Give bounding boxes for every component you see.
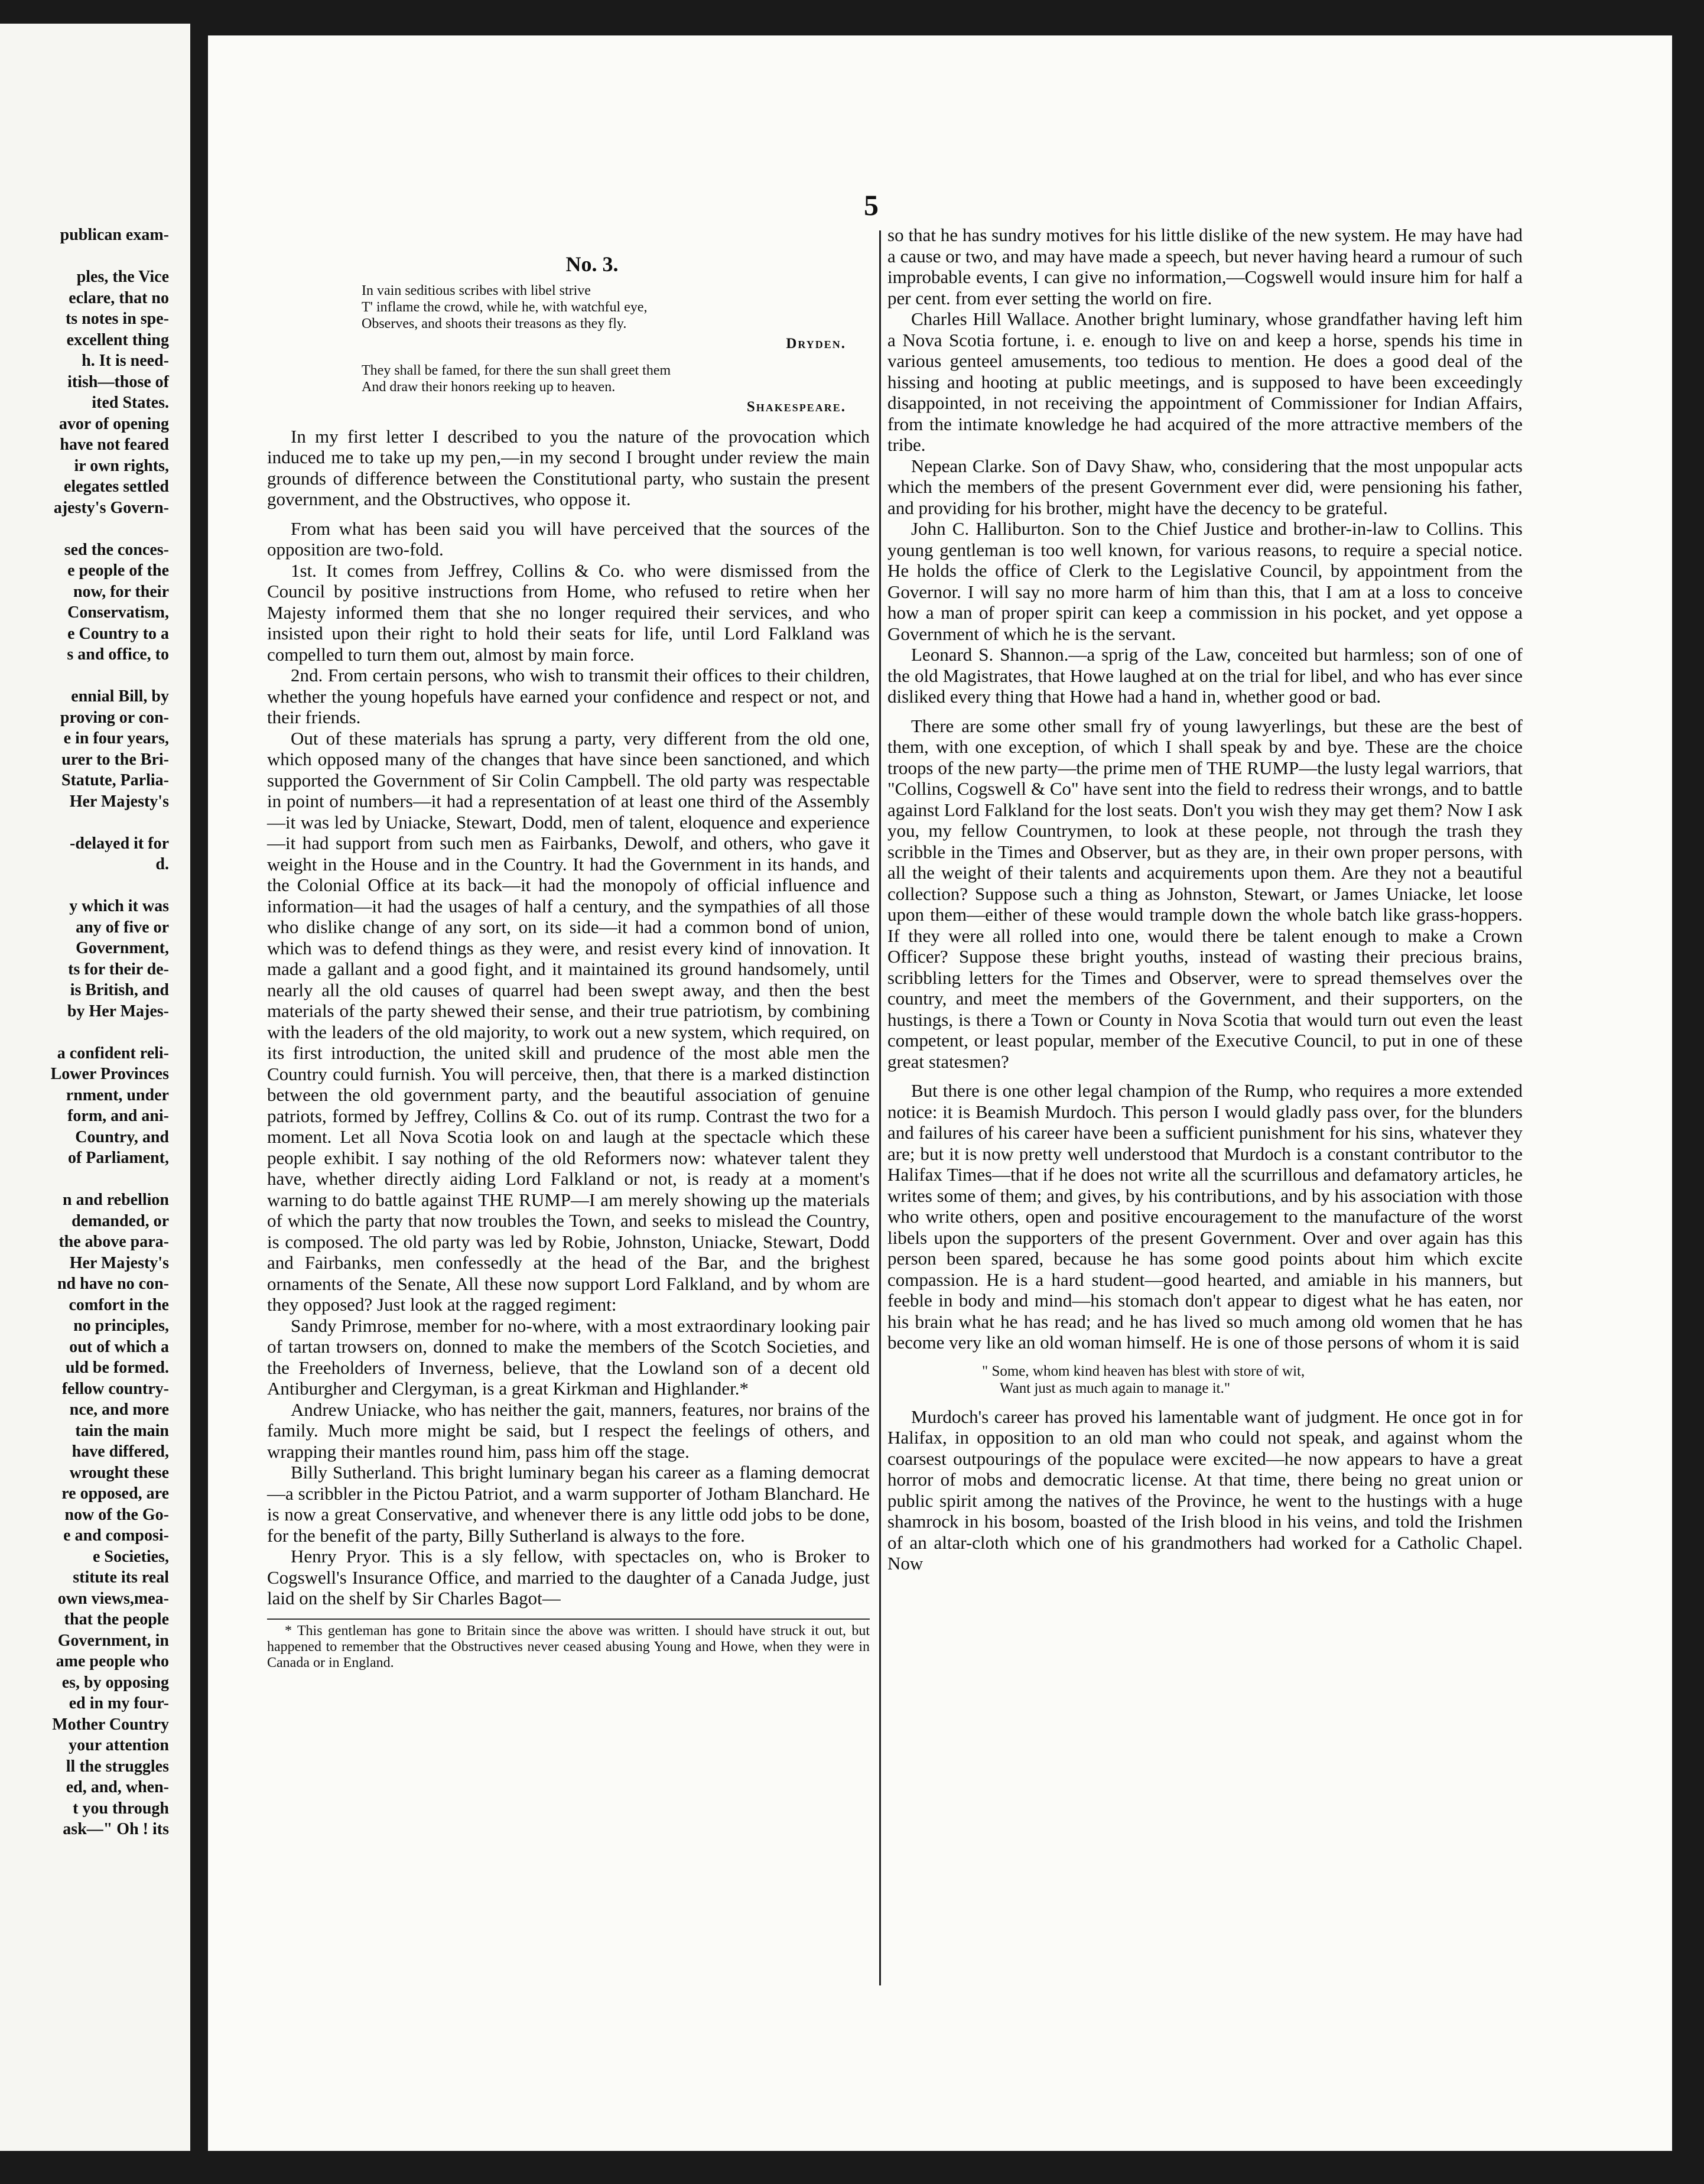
left-page-line: e people of the bbox=[67, 561, 169, 580]
left-page-line: now, for their bbox=[73, 582, 169, 601]
left-page-line: e Societies, bbox=[92, 1547, 169, 1566]
paragraph: From what has been said you will have perceived that the sources of the opposition are two-fold. bbox=[267, 518, 870, 560]
left-page-line: y which it was bbox=[69, 897, 169, 915]
left-page-line: now of the Go- bbox=[64, 1505, 169, 1524]
left-page-line: have not feared bbox=[60, 436, 169, 454]
left-page-line: es, by opposing bbox=[61, 1673, 169, 1692]
epigraph-line: They shall be famed, for there the sun shall greet them bbox=[362, 363, 671, 378]
left-page-line: n and rebellion bbox=[63, 1191, 169, 1209]
left-page-line: re opposed, are bbox=[61, 1484, 169, 1503]
left-page-line: fellow country- bbox=[61, 1379, 169, 1398]
left-page-line: tain the main bbox=[75, 1421, 169, 1440]
left-page-line: e Country to a bbox=[67, 624, 169, 643]
left-page-line: a confident reli- bbox=[57, 1044, 169, 1062]
left-page-line bbox=[1, 812, 190, 833]
paragraph: Henry Pryor. This is a sly fellow, with spectacles on, who is Broker to Cogswell's Insurance Office, and married to the daughter of a Canada Judge, just laid on the shelf by Sir Charles Bagot— bbox=[267, 1546, 870, 1608]
left-page-line: is British, and bbox=[70, 981, 169, 999]
page-gutter bbox=[190, 0, 208, 2184]
left-page-line: ts notes in spe- bbox=[65, 310, 169, 328]
left-page-line: s and office, to bbox=[67, 645, 169, 664]
left-page-line: wrought these bbox=[69, 1463, 169, 1482]
left-page-line: any of five or bbox=[76, 918, 169, 937]
paragraph: Murdoch's career has proved his lamentable want of judgment. He once got in for Halifax, in opposition to an old man who could not speak, and against whom the coarsest outpourings of the populace were excited—he now appears to have a great horror of mobs and democratic license. At that time, there being no great union or public spirit among the natives of the Province, he went to the hustings with a huge shamrock in his bosom, boasted of the Irish blood in his veins, and told the Irishmen of an altar-cloth which one of his grandmothers had worked for a Catholic Chapel. Now bbox=[887, 1406, 1523, 1574]
verse-quote bbox=[887, 1363, 1523, 1397]
epigraph-attribution: Dryden. bbox=[786, 335, 846, 352]
left-page-line: elegates settled bbox=[63, 477, 169, 496]
right-column bbox=[887, 225, 1523, 1574]
paragraph: There are some other small fry of young lawyerlings, but these are the best of them, with one exception, of which I shall speak by and bye. These are the choice troops of the new party—the prime men of THE RUMP—the lusty legal warriors, that "Collins, Cogswell & Co" have sent into the field to redress their wrongs, and to battle against Lord Falkland for the lost seats. Don't you wish they may get them? Now I ask you, my fellow Countrymen, to look at these people, not through the trash they scribble in the Times and Observer, but as they are, in their own proper persons, with all the weight of their talents and acquirements upon them. Are they not a beautiful collection? Suppose such a thing as Johnston, Stewart, or James Uniacke, let loose upon them—either of these would trample down the whole batch like grass-hoppers. If they were all rolled into one, would there be talent enough to make a Crown Officer? Suppose these bright youths, instead of wasting their precious brains, scribbling letters for the Times and Observer, were to spread themselves over the country, and meet the members of the Government, and their supporters, on the hustings, is there a Town or County in Nova Scotia that would turn out even the least competent, or least popular, member of the Executive Council, to put in one of these great statesmen? bbox=[887, 715, 1523, 1072]
left-page-line: Country, and bbox=[75, 1127, 169, 1146]
left-page-line bbox=[1, 665, 190, 687]
left-page-line bbox=[1, 246, 190, 267]
paragraph: Billy Sutherland. This bright luminary began his career as a flaming democrat—a scribbler in the Pictou Patriot, and a warm supporter of Jotham Blanchard. He is now a great Conservative, and whenever there is any little odd jobs to be done, for the benefit of the party, Billy Sutherland is always to the fore. bbox=[267, 1462, 870, 1546]
left-page-line: proving or con- bbox=[60, 708, 169, 727]
left-page-line: eclare, that no bbox=[69, 288, 169, 307]
paragraph: But there is one other legal champion of the Rump, who requires a more extended notice: it is Beamish Murdoch. This person I would gladly pass over, for the blunders and failures of his career have been a sufficient punishment for his sins, whatever they are; but it is now pretty well understood that Murdoch is a constant contributor to the Halifax Times—that if he does not write all the scurrillous and defamatory articles, he writes some of them; and gives, by his contributions, and by his association with those who write others, open and positive encouragement to the manufacture of the worst libels upon the supporters of the present Government. Over and over again has this person been spared, because he has some good points about him which excite compassion. He is a hard student—good hearted, and amiable in his manners, but feeble in body and mind—his stomach don't appear to digest what he has eaten, nor his brain what he has read; and he has lived so much among old women that he has become very like an old woman himself. He is one of those persons of whom it is said bbox=[887, 1080, 1523, 1353]
left-page-line: comfort in the bbox=[69, 1295, 169, 1314]
left-page-line: the above para- bbox=[58, 1233, 169, 1251]
article-number: No. 3. bbox=[565, 252, 619, 276]
left-page-line: ts for their de- bbox=[68, 960, 169, 979]
left-page-line: nce, and more bbox=[69, 1400, 169, 1419]
verse-line: " Some, whom kind heaven has blest with store of wit, bbox=[982, 1363, 1305, 1379]
left-page-line: ir own rights, bbox=[74, 456, 169, 475]
left-page-line: t you through bbox=[73, 1799, 169, 1818]
paragraph: In my first letter I described to you the nature of the provocation which induced me to take up my pen,—in my second I brought under review the main grounds of difference between the Constitutional party, who sustain the present government, and the Obstructives, who oppose it. bbox=[267, 425, 870, 509]
left-page-line: e in four years, bbox=[63, 729, 169, 748]
left-page-line: Mother Country bbox=[52, 1715, 169, 1734]
paragraph: John C. Halliburton. Son to the Chief Justice and brother-in-law to Collins. This young gentleman is too well known, for various reasons, to require a special notice. He holds the office of Clerk to the Legislative Council, by appointment from the Governor. I will say no more harm of him than this, that I am at a loss to conceive how a man of proper spirit can keep a commission in his pocket, and yet oppose a Government of which he is the servant. bbox=[887, 518, 1523, 644]
paragraph: so that he has sundry motives for his little dislike of the new system. He may have had a cause or two, and may have made a speech, but never having heard a rumour of such improbable events, I can give no information,—Cogswell would insure him for half a per cent. from ever setting the world on fire. bbox=[887, 225, 1523, 308]
left-page-line: ples, the Vice bbox=[76, 268, 169, 286]
left-page-line: Government, in bbox=[57, 1631, 169, 1650]
epigraph-line: And draw their honors reeking up to heaven. bbox=[362, 379, 616, 395]
adjacent-left-page bbox=[0, 24, 190, 2151]
left-page-line: Lower Provinces bbox=[50, 1065, 169, 1083]
left-page-line: itish—those of bbox=[67, 372, 169, 391]
left-page-line: have differed, bbox=[71, 1442, 169, 1461]
left-page-line: demanded, or bbox=[71, 1211, 169, 1230]
paragraph: Charles Hill Wallace. Another bright luminary, whose grandfather having left him a Nova Scotia fortune, i. e. enough to live on and keep a horse, spends his time in various genteel amusements, too tedious to mention. He does a good deal of the hissing and hooting at public meetings, and is supposed to have been exceedingly disappointed, in not receiving the appointment of Commissioner for Indian Affairs, from the intimate knowledge he had acquired of the more attractive members of the tribe. bbox=[887, 308, 1523, 455]
left-page-line: Statute, Parlia- bbox=[61, 771, 169, 789]
left-page-line: own views,mea- bbox=[57, 1589, 169, 1608]
left-page-line: ajesty's Govern- bbox=[53, 498, 169, 517]
left-page-line: Her Majesty's bbox=[69, 1253, 169, 1272]
left-page-line: e and composi- bbox=[63, 1526, 169, 1545]
left-page-line bbox=[1, 518, 190, 540]
paragraph: Andrew Uniacke, who has neither the gait, manners, features, nor brains of the family. Much more might be said, but I respect the feelings of others, and wrapping their mantles round him, pass him off the stage. bbox=[267, 1399, 870, 1462]
left-page-line: sed the conces- bbox=[64, 540, 169, 559]
left-page-text-fragments bbox=[1, 225, 190, 1840]
epigraph-dryden bbox=[267, 282, 870, 332]
left-page-line: urer to the Bri- bbox=[61, 750, 169, 769]
left-page-line: Conservatism, bbox=[67, 603, 169, 622]
left-page-line bbox=[1, 1169, 190, 1190]
left-page-line bbox=[1, 1022, 190, 1043]
left-page-line: Government, bbox=[76, 939, 169, 957]
epigraph-shakespeare bbox=[267, 362, 870, 395]
page-number: 5 bbox=[864, 188, 879, 222]
left-page-line: ennial Bill, by bbox=[71, 687, 169, 706]
left-page-line: ame people who bbox=[56, 1652, 169, 1670]
paragraph: Out of these materials has sprung a party, very different from the old one, which opposed many of the changes that have since been sanctioned, and which supported the Government of Sir Colin Campbell. The old party was respectable in point of numbers—it had a representation of at least one third of the Assembly—it was led by Uniacke, Stewart, Dodd, men of talent, eloquence and experience—it had support from such men as Fairbanks, Dewolf, and others, who gave it weight in the House and in the Country. It had the Government in its hands, and the Colonial Office at its back—it had the monopoly of official influence and information—it had the usages of half a century, and the sympathies of all those who dislike change of any sort, on its side—it had a common bond of union, which was to defend things as they were, and resist every kind of innovation. It made a gallant and a good fight, and it maintained its ground handsomely, until nearly all the old causes of quarrel had been swept away, and then the best materials of the party shewed their sense, and their true patriotism, by combining with the leaders of the old majority, to work out a new system, which required, on its first introduction, the united skill and prudence of the most able men the Country could furnish. You will perceive, then, that there is a marked distinction between the old government party, and the beautiful association of genuine patriots, formed by Jeffrey, Collins & Co. out of its rump. Contrast the two for a moment. Let all Nova Scotia look on and laugh at the spectacle which these people exhibit. I say nothing of the old Reformers now: whatever talent they have, whether directly aiding Lord Falkland or not, is ready at a moment's warning to do battle against THE RUMP—I am merely showing up the materials of which the party that now troubles the Town, and seeks to mislead the Country, is composed. The old party was led by Robie, Johnston, Uniacke, Stewart, Dodd and Fairbanks, men confessedly at the head of the Bar, and the brighest ornaments of the Senate, All these now support Lord Falkland, and by whom are they opposed? Just look at the ragged regiment: bbox=[267, 727, 870, 1315]
column-rule bbox=[879, 230, 881, 1985]
paragraph: Leonard S. Shannon.—a sprig of the Law, conceited but harmless; son of one of the old Magistrates, that Howe laughed at on the trial for libel, and who has ever since disliked every thing that Howe had a hand in, whether good or bad. bbox=[887, 644, 1523, 707]
footnote: * This gentleman has gone to Britain since the above was written. I should have struck it out, but happened to remember that the Obstructives never ceased abusing Young and Howe, when they were in Canada or in England. bbox=[267, 1618, 870, 1671]
left-page-line: avor of opening bbox=[58, 414, 169, 433]
left-page-line: ed in my four- bbox=[69, 1694, 169, 1712]
left-page-line: -delayed it for bbox=[70, 834, 169, 853]
left-page-line: Her Majesty's bbox=[69, 792, 169, 811]
left-page-line bbox=[1, 875, 190, 896]
left-page-line: uld be formed. bbox=[66, 1358, 169, 1377]
left-page-line: ll the struggles bbox=[66, 1757, 169, 1776]
left-page-line: out of which a bbox=[69, 1337, 169, 1356]
left-page-line: by Her Majes- bbox=[67, 1002, 169, 1020]
left-page-line: stitute its real bbox=[73, 1568, 169, 1587]
epigraph-line: In vain seditious scribes with libel strive bbox=[362, 282, 591, 298]
left-page-line: excellent thing bbox=[66, 330, 169, 349]
left-page-line: ask—" Oh ! its bbox=[63, 1820, 169, 1838]
verse-line: Want just as much again to manage it." bbox=[1000, 1380, 1231, 1396]
left-page-line: ed, and, when- bbox=[66, 1778, 169, 1796]
paragraph: 1st. It comes from Jeffrey, Collins & Co. who were dismissed from the Council by positive instructions from Home, who refused to retire when her Majesty informed them that she no longer required their services, and who insisted upon their right to hold their seats for life, until Lord Falkland was compelled to turn them out, almost by main force. bbox=[267, 560, 870, 665]
left-page-line: nd have no con- bbox=[57, 1275, 169, 1293]
left-page-line: ited States. bbox=[92, 394, 169, 412]
left-page-line: rnment, under bbox=[66, 1086, 169, 1104]
epigraph-line: Observes, and shoots their treasons as they fly. bbox=[362, 316, 627, 332]
paragraph: Sandy Primrose, member for no-where, with a most extraordinary looking pair of tartan trowsers on, donned to make the members of the Scotch Societies, and the Freeholders of Inverness, believe, that the Lowland son of a decent old Antiburgher and Clergyman, is a great Kirkman and Highlander.* bbox=[267, 1315, 870, 1399]
left-page-line: no principles, bbox=[73, 1317, 169, 1335]
left-page-line: your attention bbox=[69, 1736, 169, 1754]
newspaper-page bbox=[208, 35, 1672, 2151]
left-page-line: of Parliament, bbox=[67, 1149, 169, 1167]
left-page-line: publican exam- bbox=[60, 226, 169, 244]
left-page-line: that the people bbox=[64, 1610, 169, 1629]
paragraph: 2nd. From certain persons, who wish to transmit their offices to their children, whether the young hopefuls have earned your confidence and respect or not, and their friends. bbox=[267, 665, 870, 727]
left-column bbox=[267, 254, 870, 1671]
epigraph-line: T' inflame the crowd, while he, with watchful eye, bbox=[362, 299, 648, 315]
left-page-line: h. It is need- bbox=[82, 352, 169, 370]
left-page-line: form, and ani- bbox=[67, 1107, 169, 1125]
left-page-line: d. bbox=[155, 855, 169, 873]
epigraph-attribution: Shakespeare. bbox=[746, 399, 846, 415]
paragraph: Nepean Clarke. Son of Davy Shaw, who, considering that the most unpopular acts which the members of the present Government ever did, were pensioning his father, and providing for his brother, might have the decency to be grateful. bbox=[887, 455, 1523, 518]
